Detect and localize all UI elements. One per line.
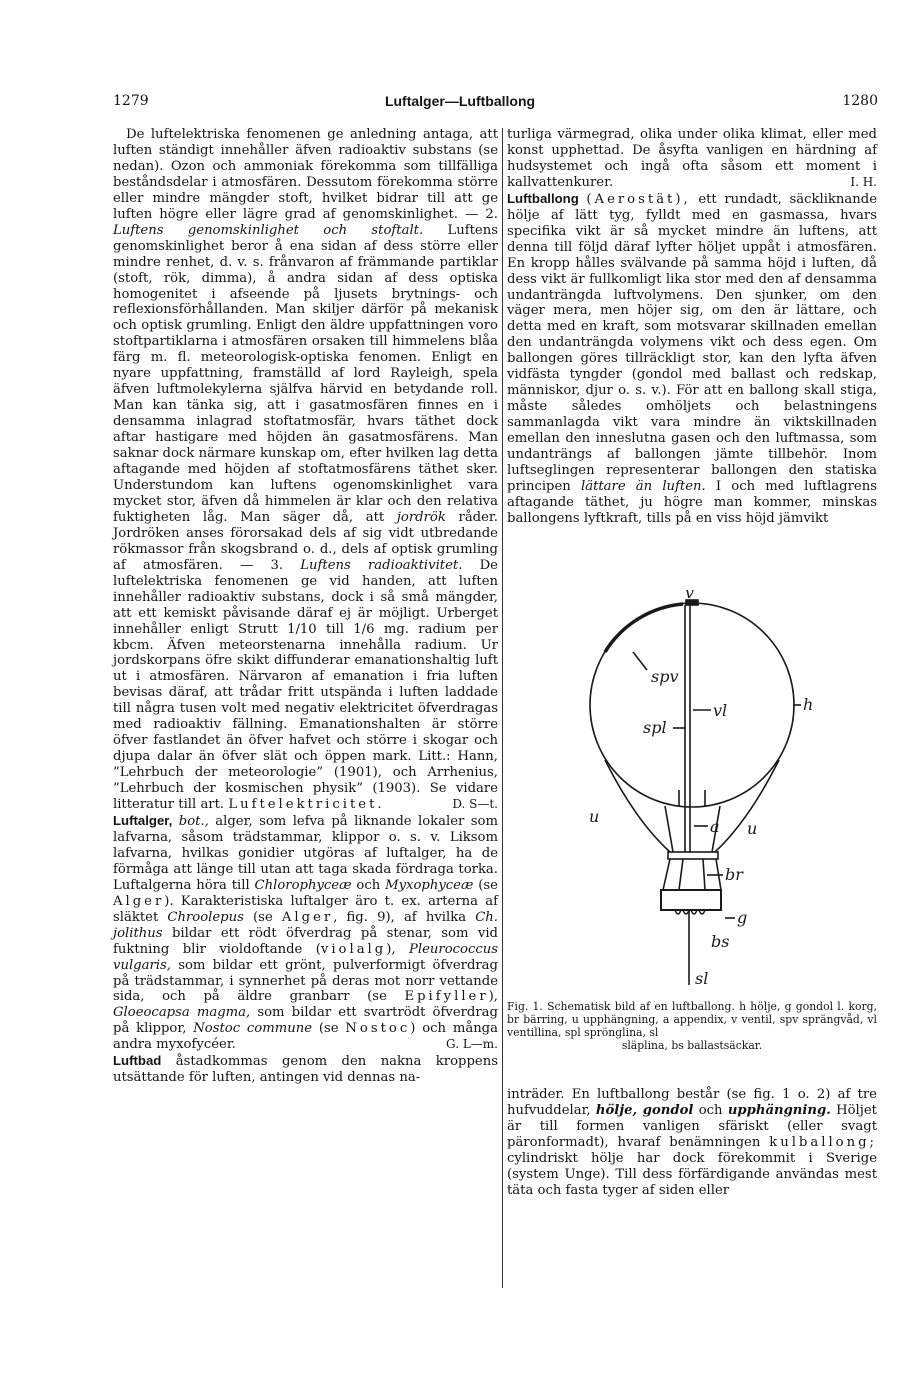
- entry-luftballong: Luftballong (Aerostät), ett rundadt, säckliknande hölje af lätt tyg, fylldt med en gasmassa, hvars specifika vikt är så mycket mindre än luftens, att denna till följd däraf lyfter höljet uppåt i atmosfären. En kropp hålles svälvande på samma höjd i luften, då dess vikt är fullkomligt lika stor med den af densamma undanträngda luftvolymens. Den sjunker, om den väger mera, men höjer sig, om den är lättare, och detta med en kraft, som motsvarar skillnaden emellan den undanträngda volymens vikt och dess egen. Om ballongen göres tillräckligt stor, kan den lyfta äfven vidfästa tyngder (gondol med ballast och redskap, människor, djur o. s. v.). För att en ballong skall stiga, måste således omhöljets och belastningens sammanlagda vikt vara mindre än viktskillnaden emellan den inneslutna gasen och den luftmassa, som undanträngs af ballongen jämte tillbehör. Inom luftseglingen representerar ballongen den statiska principen lättare än luften. I och med luftlagrens aftagande täthet, ju högre man kommer, minskas ballongens lyftkraft, tills på en viss höjd jämvikt: [507, 190, 878, 526]
- page-header: [0, 93, 920, 113]
- figure-caption: Fig. 1. Schematisk bild af en luftballong. h hölje, g gondol l. korg, br bärring, u upphängning, a appendix, v ventil, spv sprängvåd, vl ventillina, spl sprönglina, sl släplina, bs ballastsäckar.: [507, 1000, 877, 1052]
- paragraph-luftballong-continued: inträder. En luftballong består (se fig. 1 o. 2) af tre hufvuddelar, hölje, gondol och upphängning. Höljet är till formen vanligen sfäriskt (eller svagt päronformadt), hvaraf benämningen kulballong; cylindriskt hölje har dock förekommit i Sverige (system Unge). Till dess förfärdigande användas mest täta och fasta tyger af siden eller: [507, 1087, 877, 1198]
- rip-panel-line: [605, 604, 683, 652]
- leader-spv: [633, 652, 647, 670]
- author-signature: I. H.: [850, 174, 877, 189]
- left-column: [113, 127, 498, 1086]
- entry-luftalger: Luftalger, bot., alger, som lefva på liknande lokaler som lafvarna, såsom trädstammar, klippor o. s. v. Liksom lafvarna, hvilkas gonidier utgöras af luftalger, ha de förmåga att länge till utan att taga skada fördraga torka. Luftalgerna höra till Chlorophyceæ och Myxophyceæ (se Alger). Karakteristiska luftalger äro t. ex. arterna af släktet Chroolepus (se Alger, fig. 9), af hvilka Ch. jolithus bildar ett rödt öfverdrag på stenar, som vid fuktning blir violdoftande (violalg), Pleurococcus vulgaris, som bildar ett grönt, pulverformigt öfverdrag på trädstammar, i synnerhet på deras mot norr vettande sida, och på äldre granbarr (se Epifyller), Gloeocapsa magma, som bildar ett svartrödt öfverdrag på klippor, Nostoc commune (se Nostoc) och många andra myxofycéer. G. L—m.: [113, 812, 499, 1053]
- paragraph-luftelektriska: De luftelektriska fenomenen ge anledning antaga, att luften ständigt innehåller äfven radioaktiv substans (se nedan). Ozon och ammoniak förekomma som tillfälliga beståndsdelar i atmosfären. Dessutom förekomma större eller mindre mängder stoft, hvilket bidrar till att ge luften högre eller lägre grad af genomskinlighet. — 2. Luftens genomskinlighet och stoftalt. Luftens genomskinlighet beror å ena sidan af dess större eller mindre renhet, d. v. s. frånvaron af främmande partiklar (stoft, rök, dimma), å andra sidan af dess optiska homogenitet i afseende på ljusets brytnings- och reflexionsförhållanden. Man skiljer därför på mekanisk och optisk grumling. Enligt den äldre uppfattningen voro stoftpartiklarna i atmosfären orsaken till himmelens blåa färg m. fl. meteorologisk-optiska fenomen. Enligt en nyare uppfattning, framställd af lord Rayleigh, spela äfven luftmolekylerna själfva härvid en betydande roll. Man kan tänka sig, att i gasatmosfären finnes en i densamma inlagrad stoftatmosfär, hvars täthet dock aftar hastigare med höjden än gasatmosfärens. Man saknar dock närmare kunskap om, efter hvilken lag detta aftagande med höjden af stoftatmosfärens täthet sker. Understundom kan luftens ogenomskinlighet vara mycket stor, äfven då himmelen är klar och den relativa fuktigheten låg. Man säger då, att jordrök råder. Jordröken anses förorsakad dels af sig vidt utbredande rökmassor från skogsbrand o. d., dels af optisk grumling af atmosfären. — 3. Luftens radioaktivitet. De luftelektriska fenomenen ge vid handen, att luften innehåller radioaktiv substans, dock i så små mängder, att ett kemiskt påvisande däraf ej är möjligt. Urberget innehåller enligt Strutt 1/10 till 1/6 mg. radium per kbcm. Äfven meteorstenarna innehålla radium. Ur jordskorpans öfre skikt diffunderar emanationshaltig luft ut i atmosfären. Närvaron af emanation i fria luften bevisas däraf, att trådar fritt utspända i luften laddade till några tusen volt med negativ elektricitet öfverdragas med radioaktiv fällning. Emanationshalten är större öfver fastlandet än öfver hafvet och större i skogar och djupa dalar än öfver slät och öppen mark. Litt.: Hann, ”Lehrbuch der meteorologie” (1901), och Arrhenius, ”Lehrbuch der kosmischen physik” (1903). Se vidare litteratur till art. Luftelektricitet. D. S—t.: [113, 127, 498, 813]
- page-number-right: 1280: [842, 93, 878, 109]
- appendix-shape: [679, 790, 705, 806]
- suspension-left: [605, 760, 670, 852]
- right-column-bottom: [507, 1087, 877, 1199]
- label-spl: spl: [643, 718, 667, 737]
- label-g: g: [737, 908, 748, 927]
- running-title: Luftalger—Luftballong: [384, 93, 536, 109]
- entry-headword: Luftballong: [507, 190, 579, 206]
- column-divider: [502, 128, 503, 1288]
- label-spv: spv: [651, 667, 679, 686]
- label-sl: sl: [695, 969, 709, 985]
- label-bs: bs: [711, 932, 730, 951]
- entry-headword: Luftalger,: [113, 812, 173, 828]
- label-u-right: u: [747, 819, 758, 838]
- gondola-basket: [661, 890, 721, 910]
- label-v: v: [685, 590, 695, 602]
- label-u-left: u: [589, 807, 600, 826]
- entry-luftbad: Luftbad åstadkommas genom den nakna kroppens utsättande för luften, antingen vid dennas na-: [113, 1053, 498, 1086]
- basket-cord: [703, 859, 705, 890]
- load-ring: [668, 852, 718, 859]
- entry-headword: Luftbad: [113, 1053, 162, 1069]
- balloon-diagram: [575, 590, 835, 985]
- cross-reference: Luftelektricitet.: [228, 797, 385, 813]
- author-signature: D. S—t.: [452, 797, 498, 812]
- label-a: a: [710, 817, 720, 836]
- label-vl: vl: [713, 701, 728, 720]
- author-signature: G. L—m.: [446, 1037, 498, 1052]
- basket-cord: [679, 859, 683, 890]
- page-number-left: 1279: [113, 93, 149, 109]
- balloon-figure: [575, 590, 835, 985]
- paragraph-luftbad-continued: turliga värmegrad, olika under olika klimat, eller med konst upphettad. De åsyfta vanligen en härdning af hudsystemet och ingå ofta såsom ett moment i kallvattenkurer. I. H.: [507, 127, 877, 190]
- label-br: br: [725, 865, 743, 884]
- suspension-right: [715, 760, 779, 852]
- label-h: h: [803, 695, 814, 714]
- right-column-top: [507, 127, 877, 527]
- basket-cord: [663, 859, 670, 890]
- suspension-inner-left: [665, 806, 673, 852]
